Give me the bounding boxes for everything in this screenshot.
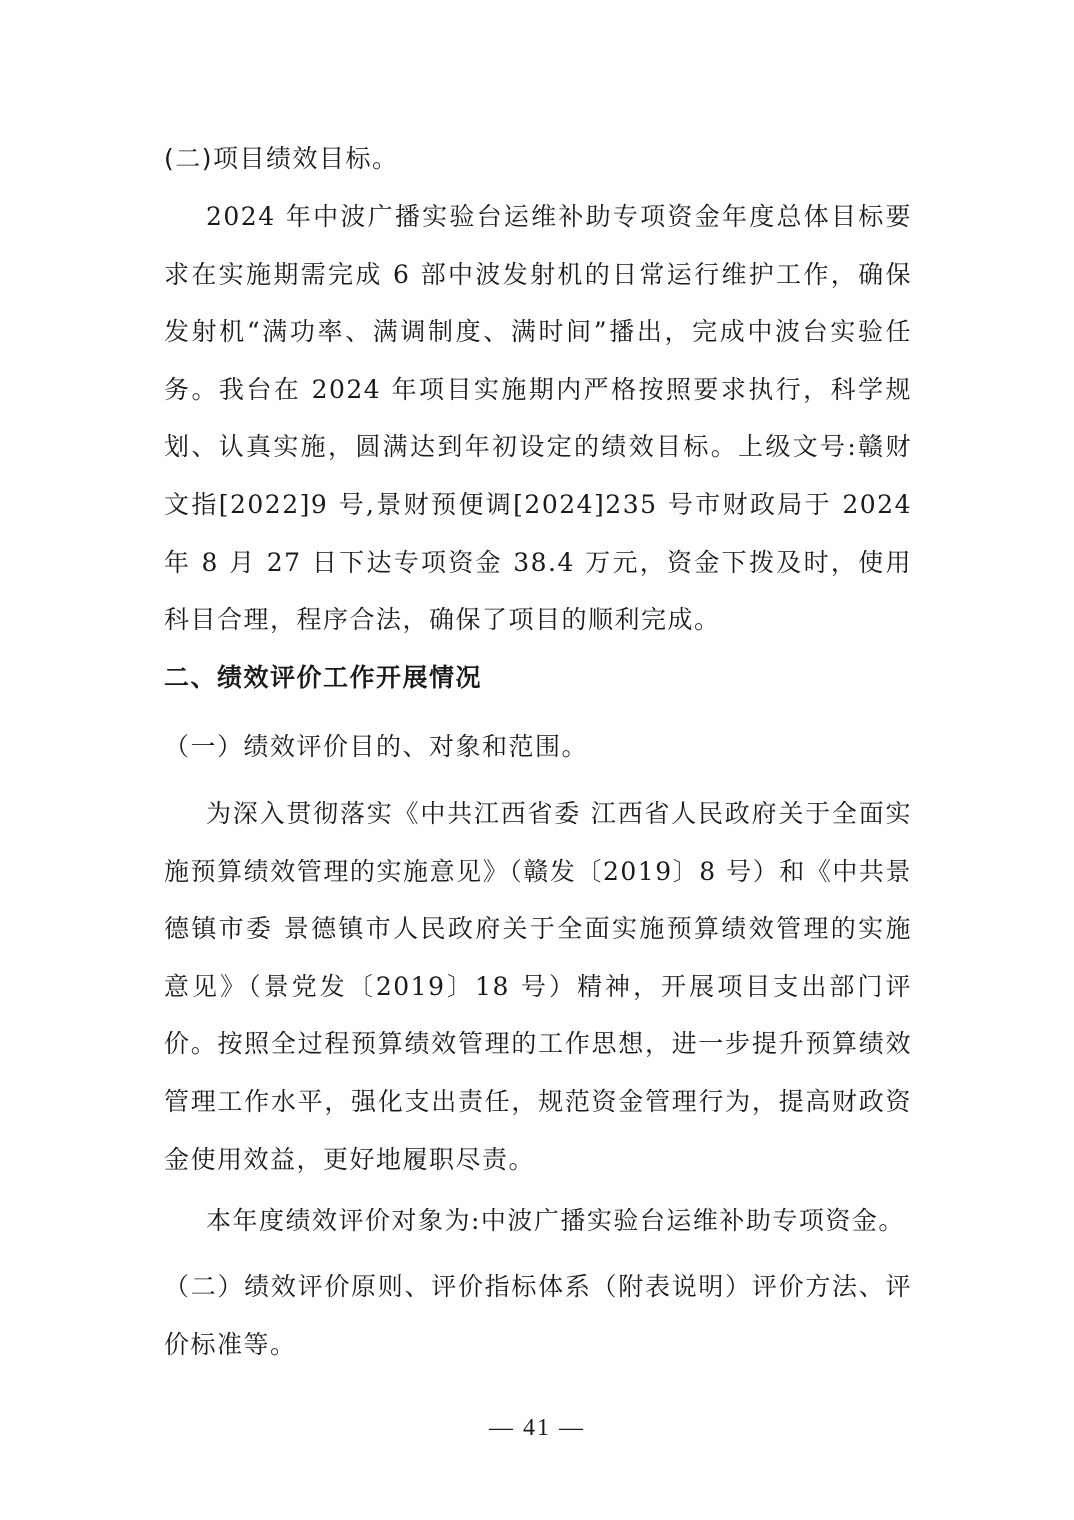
paragraph-evaluation-purpose: 为深入贯彻落实《中共江西省委 江西省人民政府关于全面实施预算绩效管理的实施意见》（赣发〔2019〕8 号）和《中共景德镇市委 景德镇市人民政府关于全面实施预算绩效管理的实施意见》（景党发〔2019〕18 号）精神，开展项目支出部门评价。按照全过程预算绩效管理的工作思想，进一步提升预算绩效管理工作水平，强化支出责任，规范资金管理行为，提高财政资金使用效益，更好地履职尽责。: [164, 799, 912, 1174]
subheading-evaluation-purpose: （一）绩效评价目的、对象和范围。: [164, 732, 589, 761]
section-heading-evaluation: 二、绩效评价工作开展情况: [164, 663, 483, 692]
subheading-project-goals: (二)项目绩效目标。: [164, 144, 399, 173]
paragraph-evaluation-object: 本年度绩效评价对象为:中波广播实验台运维补助专项资金。: [206, 1206, 905, 1235]
page-number: — 41 —: [489, 1415, 585, 1441]
paragraph-project-goals: 2024 年中波广播实验台运维补助专项资金年度总体目标要求在实施期需完成 6 部中波发射机的日常运行维护工作，确保发射机“满功率、满调制度、满时间”播出，完成中波台实验任务。我台在 2024 年项目实施期内严格按照要求执行，科学规划、认真实施，圆满达到年初设定的绩效目标。上级文号:赣财文指[2022]9 号,景财预便调[2024]235 号市财政局于 2024 年 8 月 27 日下达专项资金 38.4 万元，资金下拨及时，使用科目合理，程序合法，确保了项目的顺利完成。: [164, 202, 912, 635]
subheading-evaluation-principles: （二）绩效评价原则、评价指标体系（附表说明）评价方法、评价标准等。: [164, 1272, 912, 1359]
